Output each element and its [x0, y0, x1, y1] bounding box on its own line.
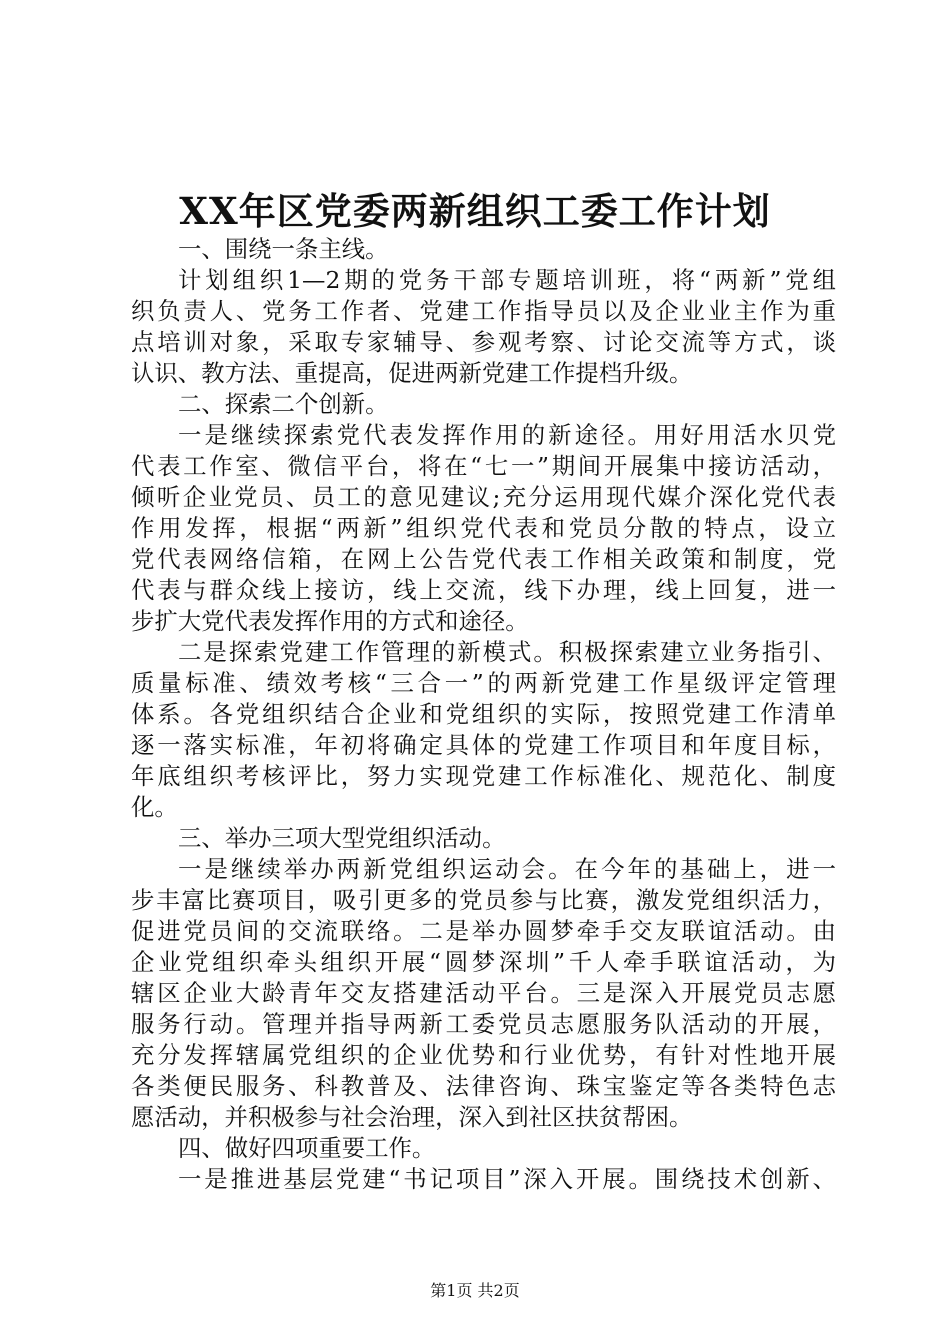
text-line: 认识、教方法、重提高，促进两新党建工作提档升级。	[131, 359, 693, 387]
text-line: 体系。各党组织结合企业和党组织的实际，按照党建工作清单	[131, 700, 836, 728]
text-line: 一是继续举办两新党组织运动会。在今年的基础上，进一	[178, 855, 836, 883]
document-body	[131, 234, 836, 1195]
text-line: 织负责人、党务工作者、党建工作指导员以及企业业主作为重	[131, 297, 836, 325]
text-line: 辖区企业大龄青年交友搭建活动平台。三是深入开展党员志愿	[131, 979, 836, 1007]
text-line: 年底组织考核评比，努力实现党建工作标准化、规范化、制度	[131, 762, 836, 790]
text-line: 一、围绕一条主线。	[178, 235, 389, 263]
text-line: 四、做好四项重要工作。	[178, 1134, 436, 1162]
text-line: 步扩大党代表发挥作用的方式和途径。	[131, 607, 529, 635]
text-line: 党代表网络信箱，在网上公告党代表工作相关政策和制度，党	[131, 545, 836, 573]
text-line: 各类便民服务、科教普及、法律咨询、珠宝鉴定等各类特色志	[131, 1072, 836, 1100]
text-line: 企业党组织牵头组织开展“圆梦深圳”千人牵手联谊活动，为	[131, 948, 836, 976]
text-line: 计划组织1—2期的党务干部专题培训班，将“两新”党组	[178, 266, 836, 294]
text-line: 二是探索党建工作管理的新模式。积极探索建立业务指引、	[178, 638, 836, 666]
text-line: 一是推进基层党建“书记项目”深入开展。围绕技术创新、	[178, 1165, 836, 1193]
text-line: 倾听企业党员、员工的意见建议;充分运用现代媒介深化党代表	[131, 483, 836, 511]
text-line: 步丰富比赛项目，吸引更多的党员参与比赛，激发党组织活力，	[131, 886, 836, 914]
text-line: 质量标准、绩效考核“三合一”的两新党建工作星级评定管理	[131, 669, 836, 697]
text-line: 一是继续探索党代表发挥作用的新途径。用好用活水贝党	[178, 421, 836, 449]
text-line: 逐一落实标准，年初将确定具体的党建工作项目和年度目标，	[131, 731, 836, 759]
text-line: 化。	[131, 793, 178, 821]
text-line: 充分发挥辖属党组织的企业优势和行业优势，有针对性地开展	[131, 1041, 836, 1069]
text-line: 代表工作室、微信平台，将在“七一”期间开展集中接访活动，	[131, 452, 836, 480]
text-line: 三、举办三项大型党组织活动。	[178, 824, 506, 852]
text-line: 促进党员间的交流联络。二是举办圆梦牵手交友联谊活动。由	[131, 917, 836, 945]
document-title: XX年区党委两新组织工委工作计划	[179, 189, 771, 233]
text-line: 作用发挥，根据“两新”组织党代表和党员分散的特点，设立	[131, 514, 836, 542]
text-line: 代表与群众线上接访，线上交流，线下办理，线上回复，进一	[131, 576, 836, 604]
text-line: 点培训对象，采取专家辅导、参观考察、讨论交流等方式，谈	[131, 328, 836, 356]
text-line: 愿活动，并积极参与社会治理，深入到社区扶贫帮困。	[131, 1103, 693, 1131]
text-line: 二、探索二个创新。	[178, 390, 389, 418]
text-line: 服务行动。管理并指导两新工委党员志愿服务队活动的开展，	[131, 1010, 836, 1038]
page-footer: 第1页 共2页	[430, 1281, 520, 1300]
